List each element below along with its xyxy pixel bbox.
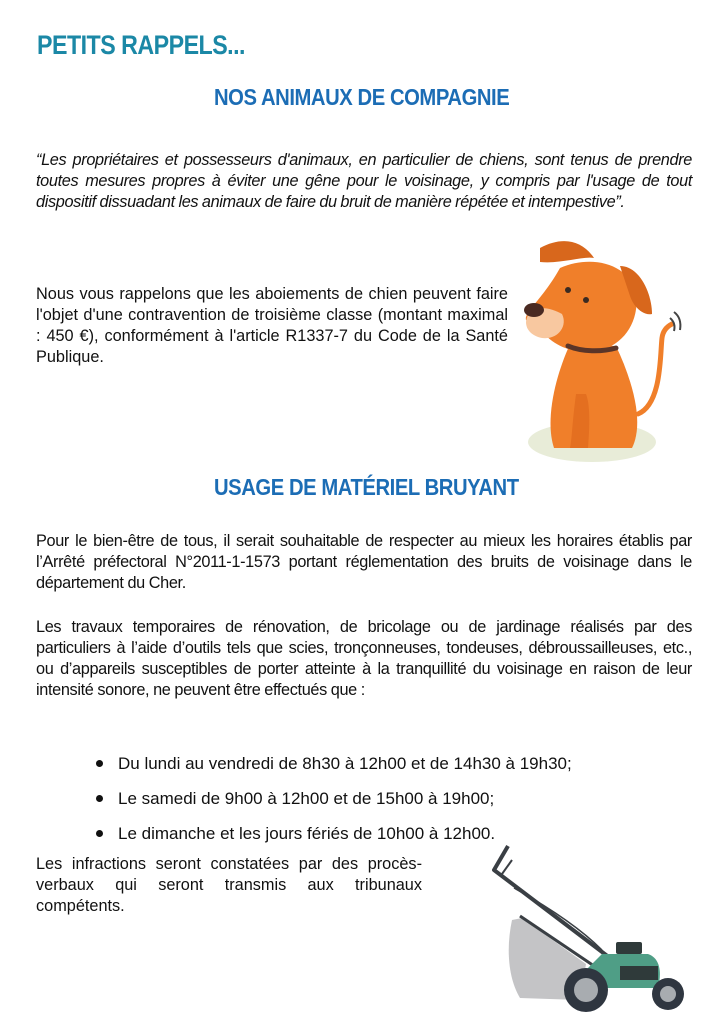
legal-quote: “Les propriétaires et possesseurs d'animaux, en particulier de chiens, sont tenus de prendre toutes mesures propres à éviter une gêne pour le voisinage, y compris par l'usage de tout dispositif dissuadant les animaux de faire du bruit de manière répétée et intempestive”. [36,151,692,211]
page-title: PETITS RAPPELS... [37,30,245,60]
rear-wheel-hub [574,978,598,1002]
schedule-item [96,746,572,781]
wellbeing-paragraph: Pour le bien-être de tous, il serait souhaitable de respecter au mieux les horaires établis par l’Arrêté préfectoral N°2011-1-1573 portant réglementation des bruits de voisinage dans le département du Cher. [36,532,692,592]
works-paragraph: Les travaux temporaires de rénovation, de bricolage ou de jardinage réalisés par des particuliers à l’aide d’outils tels que scies, tronçonneuses, tondeuses, débroussailleuses, etc., ou d’appareils susceptibles de porter atteinte à la tranquillité du voisinage en raison de leur intensité sonore, ne peuvent être effectués que : [36,618,692,699]
barking-reminder: Nous vous rappelons que les aboiements de chien peuvent faire l'objet d'une contravention de troisième classe (montant maximal : 450 €), conformément à l'article R1337-7 du Code de la Santé Publique. [36,285,508,366]
mower-handle-inner [502,860,512,874]
schedule-item-text: Le samedi de 9h00 à 12h00 et de 15h00 à 19h00; [118,788,495,808]
dog-nose [524,303,544,317]
dog-body [551,344,638,448]
wag-lines [670,312,680,331]
section-heading-noise: USAGE DE MATÉRIEL BRUYANT [214,474,519,500]
bullet-icon [96,830,103,837]
schedule-list [96,746,572,851]
mower-engine [616,942,642,954]
mower-grille [620,966,658,980]
dog-eye-left [565,287,571,293]
front-wheel-hub [660,986,676,1002]
bullet-icon [96,760,103,767]
dog-tail [638,324,672,414]
dog-ear-top [540,241,594,262]
schedule-item-text: Le dimanche et les jours fériés de 10h00 à 12h00. [118,823,496,843]
schedule-item [96,781,572,816]
dog-eye-right [583,297,589,303]
infractions-paragraph: Les infractions seront constatées par des procès- verbaux qui seront transmis aux tribunaux compétents. [36,855,422,915]
bullet-icon [96,795,103,802]
section-heading-animals: NOS ANIMAUX DE COMPAGNIE [214,84,510,110]
dog-illustration [512,234,708,466]
schedule-item-text: Du lundi au vendredi de 8h30 à 12h00 et de 14h30 à 19h30; [118,753,572,773]
lawn-mower-illustration [490,838,690,1018]
